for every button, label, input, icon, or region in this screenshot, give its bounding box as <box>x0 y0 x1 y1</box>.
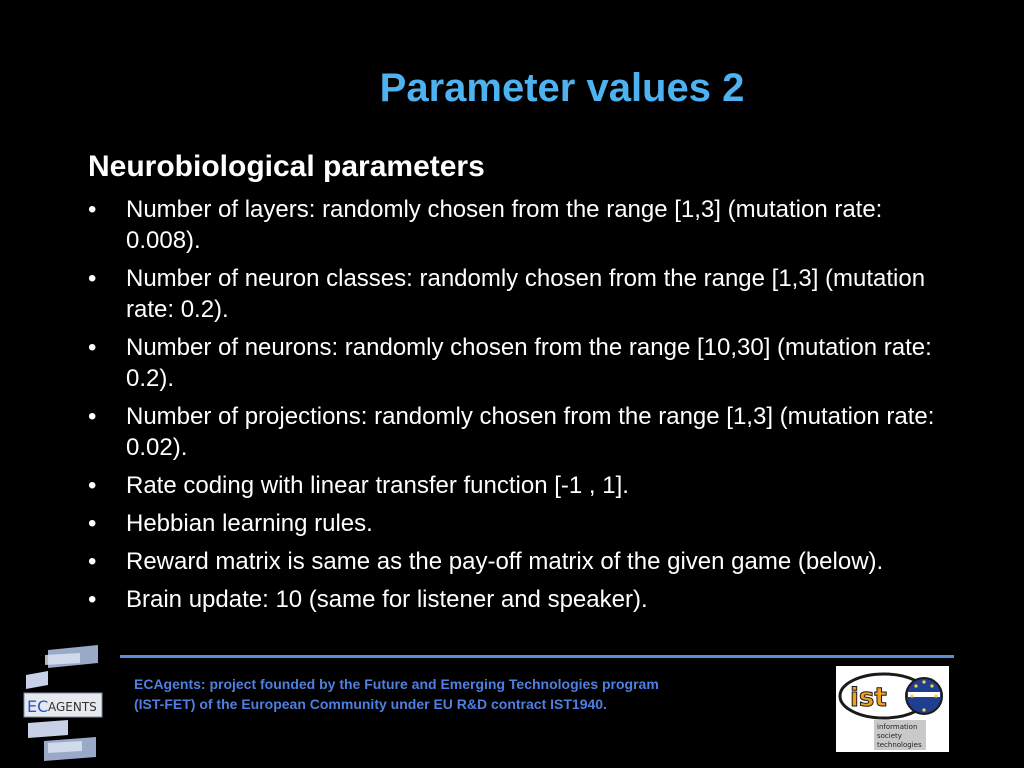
bullet-dot: • <box>88 265 97 292</box>
ist-logo-text: ist <box>850 683 887 713</box>
ist-logo <box>836 666 949 752</box>
bullet-dot: • <box>88 196 97 223</box>
bullet-dot: • <box>88 510 97 537</box>
bullet-item <box>88 263 938 325</box>
bullet-dot: • <box>88 472 97 499</box>
footer-note-line-1: ECAgents: project founded by the Future and Emerging Technologies program <box>134 676 659 692</box>
bullet-list <box>88 194 938 622</box>
bullet-text: Number of layers: randomly chosen from the range [1,3] (mutation rate: 0.008). <box>126 196 883 254</box>
bullet-item <box>88 401 938 463</box>
ec-logo-agents-text: AGENTS <box>48 700 97 714</box>
bullet-dot: • <box>88 334 97 361</box>
footer-note-line-2: (IST-FET) of the European Community under EU R&D contract IST1940. <box>134 696 607 712</box>
bullet-item <box>88 470 938 501</box>
bullet-text: Reward matrix is same as the pay-off matrix of the given game (below). <box>126 548 884 575</box>
bullet-text: Number of neurons: randomly chosen from the range [10,30] (mutation rate: 0.2). <box>126 334 932 392</box>
ec-logo-ec-text: EC <box>27 697 49 716</box>
footer-divider <box>120 655 954 658</box>
bullet-item <box>88 584 938 615</box>
bullet-text: Brain update: 10 (same for listener and speaker). <box>126 586 648 613</box>
bullet-text: Rate coding with linear transfer function [-1 , 1]. <box>126 472 629 499</box>
bullet-item <box>88 332 938 394</box>
ist-caption-1: information <box>877 723 918 731</box>
ist-caption-2: society <box>877 732 902 740</box>
ecagents-logo <box>20 645 105 765</box>
bullet-dot: • <box>88 548 97 575</box>
ist-caption-3: technologies <box>877 741 922 749</box>
footer-funding-note <box>134 674 814 714</box>
bullet-item <box>88 508 938 539</box>
bullet-item <box>88 546 938 577</box>
bullet-text: Number of neuron classes: randomly chosen from the range [1,3] (mutation rate: 0.2). <box>126 265 926 323</box>
bullet-dot: • <box>88 403 97 430</box>
section-subheading: Neurobiological parameters <box>88 150 485 183</box>
bullet-item <box>88 194 938 256</box>
bullet-text: Hebbian learning rules. <box>126 510 373 537</box>
bullet-text: Number of projections: randomly chosen from the range [1,3] (mutation rate: 0.02). <box>126 403 935 461</box>
slide-title: Parameter values 2 <box>379 66 745 110</box>
bullet-dot: • <box>88 586 97 613</box>
